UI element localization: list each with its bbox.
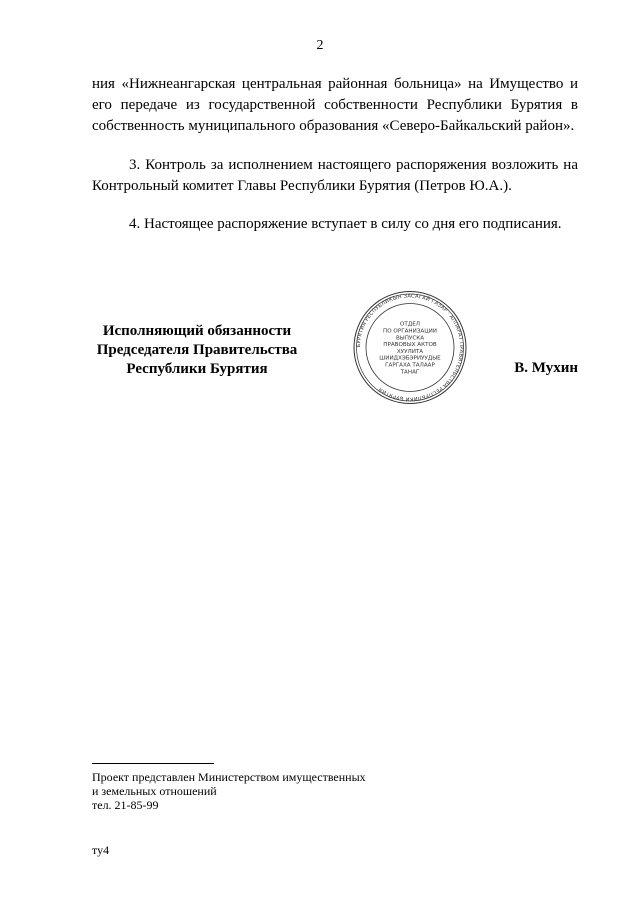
paragraph-continuation (92, 74, 578, 137)
footnote (92, 770, 366, 812)
seal-center-text (379, 322, 441, 376)
footnote-line: тел. 21-85-99 (92, 798, 159, 812)
text-line: его передаче из государственной собственности Республики Бурятия в (92, 97, 578, 113)
text-line: 4. Настоящее распоряжение вступает в силу со дня его подписания. (129, 216, 562, 232)
seal-center-line: ВЫПУСКА (395, 335, 425, 342)
seal-center-line: ГАРГАХА ТАЛААР (385, 362, 435, 369)
seal-center-line: ХУУЛИТА (396, 348, 424, 355)
position-line: Республики Бурятия (126, 361, 268, 377)
footnote-line: Проект представлен Министерством имущественных (92, 770, 366, 784)
seal-center-line: ТАНАГ (400, 369, 420, 376)
official-seal (340, 290, 480, 405)
text-line: Контрольный комитет Главы Республики Бурятия (Петров Ю.А.). (92, 178, 512, 194)
signatory-position (92, 322, 302, 379)
paragraph-4 (92, 214, 578, 235)
text-line: ния «Нижнеангарская центральная районная больница» на Имущество и (92, 76, 578, 92)
footnote-line: и земельных отношений (92, 784, 217, 798)
document-reference: ту4 (92, 843, 110, 857)
footnote-divider (92, 763, 214, 764)
seal-ring-text: БУРЯТИЯ РЕСПУБЛИКЫН ЗАСАГАЙ ГАЗАР · АППАРАТ ПРАВИТЕЛЬСТВА РЕСПУБЛИКИ БУРЯТИЯ (355, 293, 465, 402)
seal-center-line: ОТДЕЛ (400, 321, 420, 328)
seal-center-line: ПО ОРГАНИЗАЦИИ (383, 328, 437, 335)
position-line: Председателя Правительства (96, 342, 298, 358)
paragraph-3 (92, 155, 578, 197)
position-line: Исполняющий обязанности (102, 323, 292, 339)
seal-center-line: ШИИДХЭБЭРИУУДЫЕ (379, 355, 441, 362)
page-number: 2 (316, 38, 324, 53)
seal-center-line: ПРАВОВЫХ АКТОВ (383, 342, 437, 349)
signatory-name: В. Мухин (514, 360, 578, 376)
text-line: собственность муниципального образования «Северо-Байкальский район». (92, 118, 575, 134)
text-line: 3. Контроль за исполнением настоящего распоряжения возложить на (129, 157, 578, 173)
